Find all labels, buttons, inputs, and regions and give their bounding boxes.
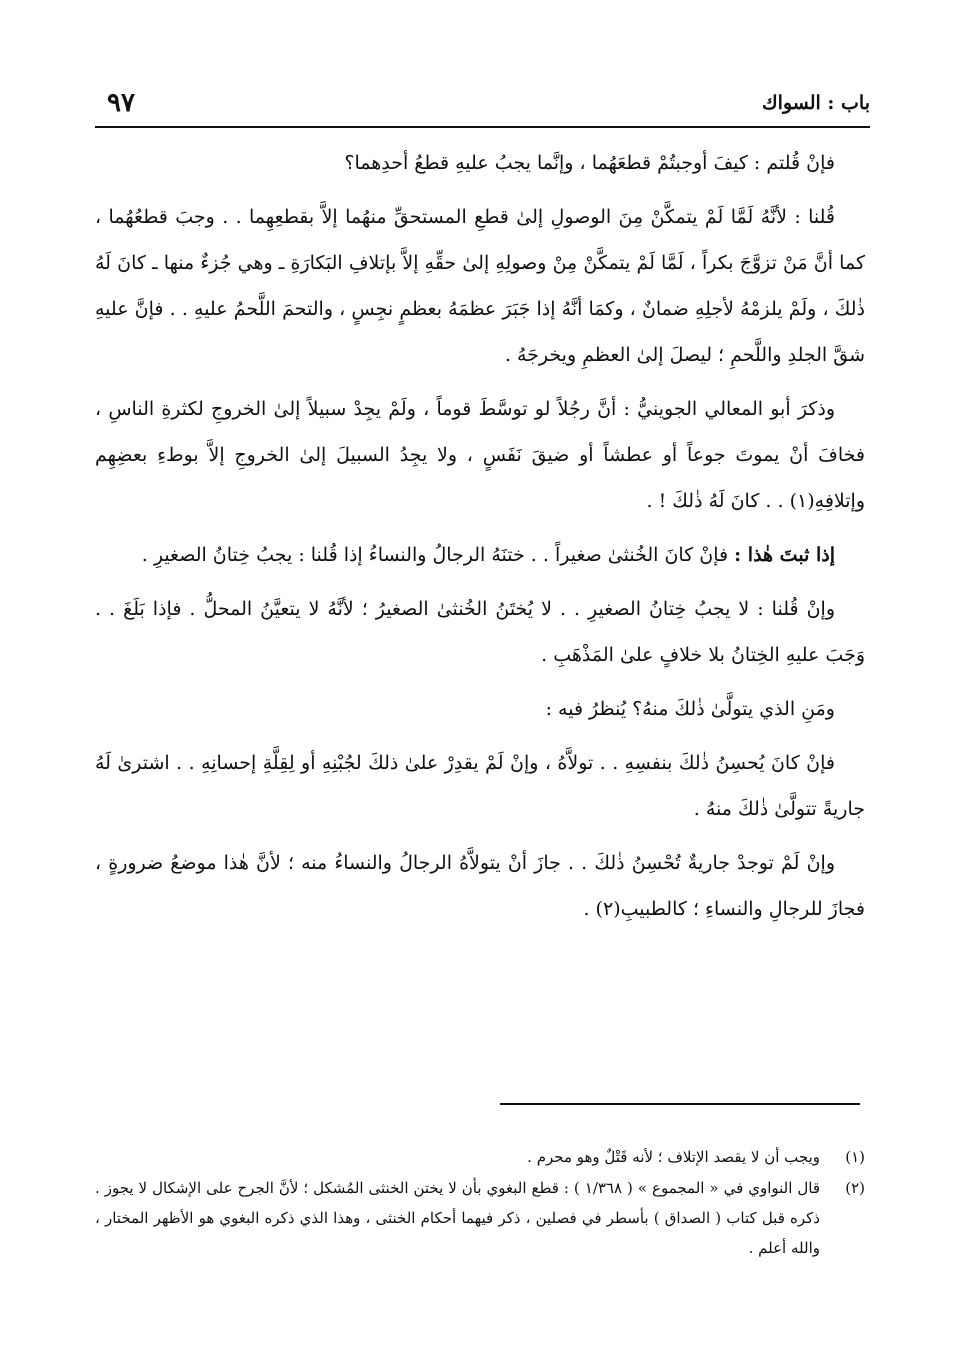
main-text [95,140,865,940]
footnote [95,1173,865,1263]
paragraph-text: وإنْ لَمْ توجدْ جاريةٌ تُحْسِنُ ذٰلكَ . . جازَ أنْ يتولاَّهُ الرجالُ والنساءُ منه ؛ لأنَّ هٰذا موضعُ ضرورةٍ ، فجازَ للرجالِ والنساءِ ؛ كالطبيبِ(٢) . [95,852,865,920]
page-number: ٩٧ [107,88,135,118]
paragraph [95,586,865,678]
footnote-number: (١) [845,1148,865,1166]
paragraph-text: ومَنِ الذي يتولَّىٰ ذٰلكَ منهُ؟ يُنظرُ فيه : [545,698,835,720]
footnote-text: ويجب أن لا يقصد الإتلاف ؛ لأنه قَتْلٌ وهو محرم . [527,1148,820,1166]
paragraph [95,532,865,578]
footnote-divider [500,1103,860,1105]
page-header [95,88,870,128]
paragraph-text: فإنْ كانَ الخُنثىٰ صغيراً . . ختنَهُ الرجالُ والنساءُ إذا قُلنا : يجبُ خِتانُ الصغيرِ . [141,544,735,566]
paragraph-text: وإنْ قُلنا : لا يجبُ خِتانُ الصغيرِ . . لا يُختَنُ الخُنثىٰ الصغيرُ ؛ لأنَّهُ لا يتعيَّنُ المحلُّ . فإذا بَلَغَ . . وَجَبَ عليهِ الخِتانُ بلا خلافٍ علىٰ المَذْهَبِ . [95,598,865,666]
paragraph-lead: إذا ثبتَ هٰذا : [734,544,835,566]
header-divider [95,126,870,128]
footnotes [95,1142,865,1264]
paragraph-text: وذكرَ أبو المعالي الجوينيُّ : أنَّ رجُلاً لو توسَّطَ قوماً ، ولَمْ يجِدْ سبيلاً إلىٰ الخروجِ لكثرةِ الناسِ ، فخافَ أنْ يموتَ جوعاً أو عطشاً أو ضيقَ نَفَسٍ ، ولا يجِدُ السبيلَ إلىٰ الخروجِ إلاَّ بوطءِ بعضِهِم وإتلافِهِ(١) . . كانَ لَهُ ذٰلكَ ! . [95,398,866,512]
footnote [95,1142,865,1172]
footnote-number: (٢) [845,1179,865,1197]
paragraph [95,140,865,186]
paragraph [95,740,865,832]
paragraph [95,686,865,732]
footnote-text: قال النواوي في « المجموع » ( ١/٣٦٨ ) : قطع البغوي بأن لا يختن الخنثى المُشكل ؛ لأنَّ الجرح على الإشكال لا يجوز . ذكره قبل كتاب ( الصداق ) بأسطر في فصلين ، ذكر فيهما أحكام الخنثى ، وهذا الذي ذكره البغوي هو الأظهر المختار ، والله أعلم . [95,1179,820,1257]
paragraph [95,840,865,932]
paragraph-text: فإنْ قُلتم : كيفَ أوجبتُمْ قطعَهُما ، وإنَّما يجبُ عليهِ قطعُ أحدِهما؟ [344,152,835,174]
paragraph-text: قُلنا : لأنَّهُ لَمَّا لَمْ يتمكَّنْ مِنَ الوصولِ إلىٰ قطعِ المستحقِّ منهُما إلاَّ بقطعِهِما . . وجبَ قطعُهُما ، كما أنَّ مَنْ تزوَّجَ بكراً ، لَمَّا لَمْ يتمكَّنْ مِنْ وصولِهِ إلىٰ حقِّهِ إلاَّ بإتلافِ البَكارَةِ ـ وهي جُزءٌ منها ـ كانَ لَهُ ذٰلكَ ، ولَمْ يلزمْهُ لأجلِهِ ضمانٌ ، وكمَا أنَّهُ إذا جَبَرَ عظمَهُ بعظمٍ نجِسٍ ، والتحمَ اللَّحمُ عليهِ . . فإنَّ عليهِ شقَّ الجلدِ واللَّحمِ ؛ ليصلَ إلىٰ العظمِ ويخرجَهُ . [95,206,865,366]
paragraph [95,194,865,378]
chapter-title: باب : السواك [762,92,870,114]
paragraph-text: فإنْ كانَ يُحسِنُ ذٰلكَ بنفسِهِ . . تولاَّهُ ، وإنْ لَمْ يقدِرْ علىٰ ذلكَ لجُبْنِهِ أو لِقِلَّةِ إحسانِهِ . . اشترىٰ لَهُ جاريةً تتولَّىٰ ذٰلكَ منهُ . [95,752,865,820]
paragraph [95,386,865,524]
